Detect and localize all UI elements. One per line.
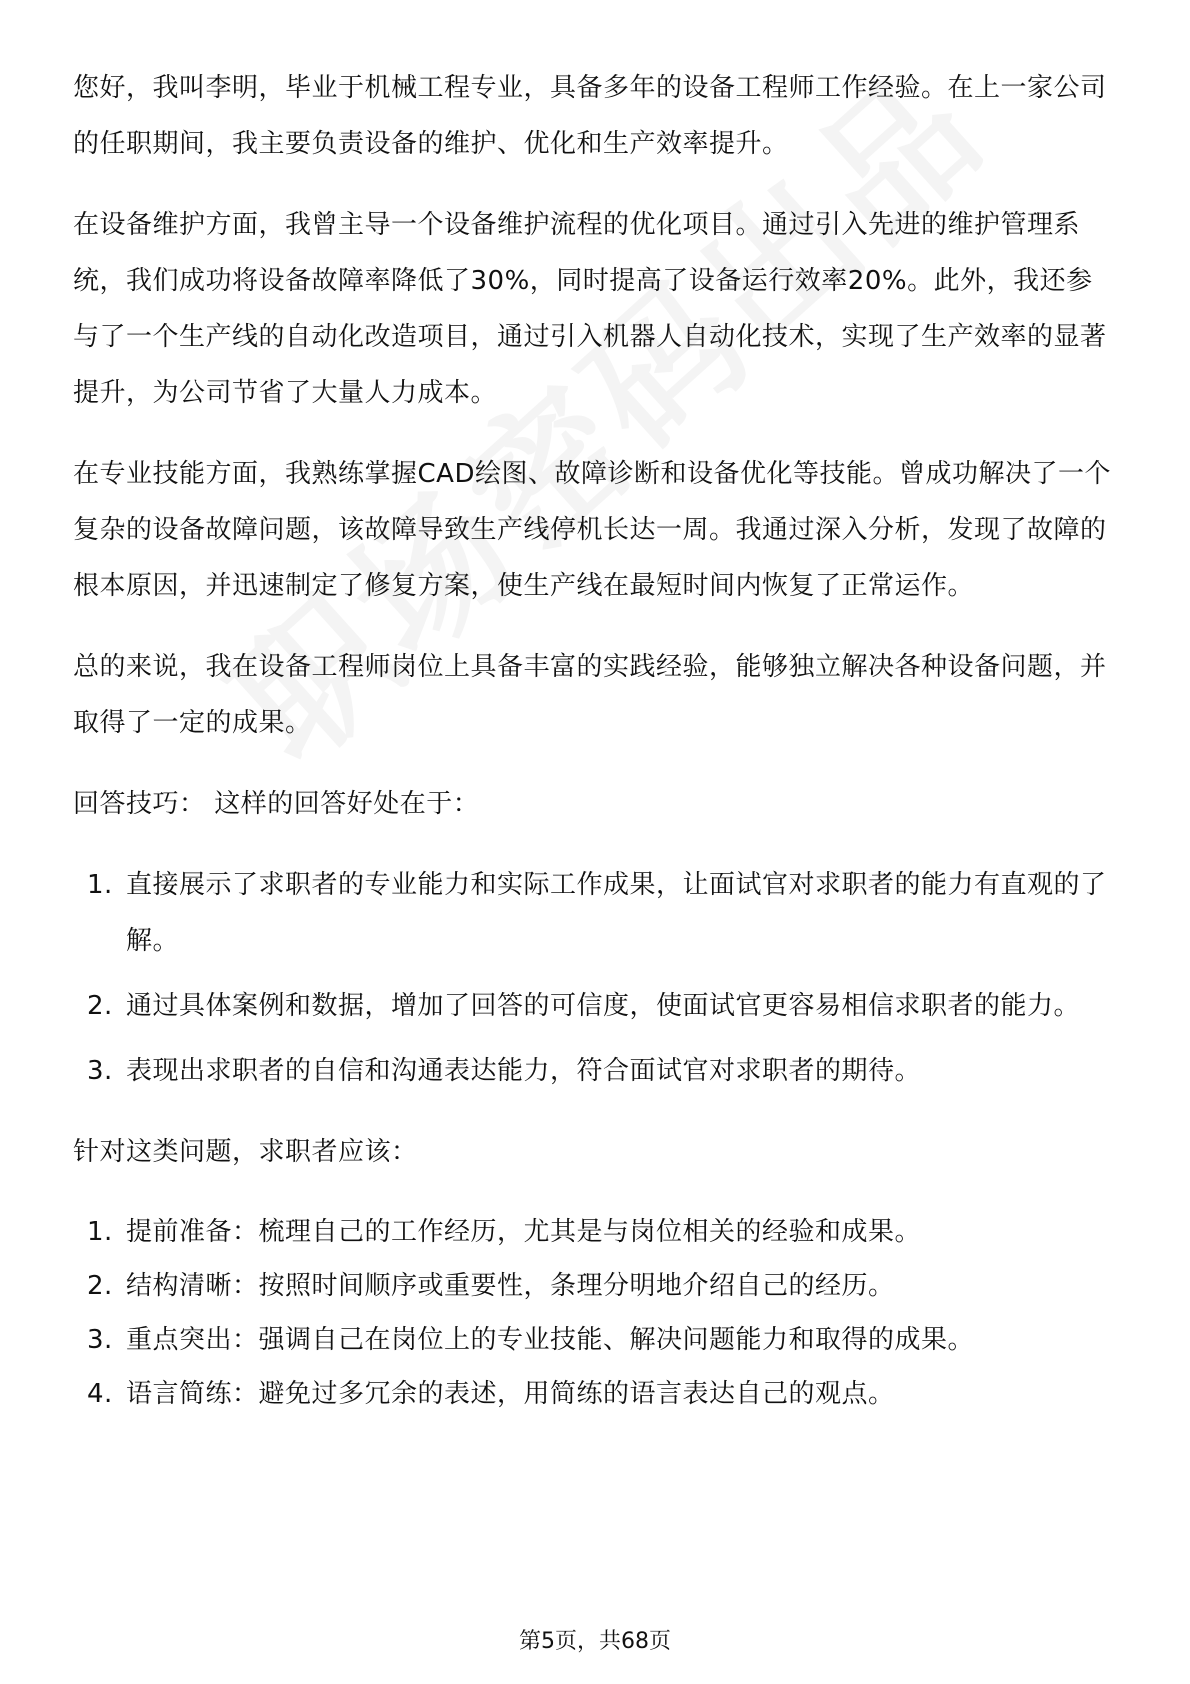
list-number: 3.	[87, 1325, 113, 1355]
list-item	[73, 1313, 1113, 1367]
list-text: 重点突出：强调自己在岗位上的专业技能、解决问题能力和取得的成果。	[126, 1325, 975, 1355]
list-text: 语言简练：避免过多冗余的表述，用简练的语言表达自己的观点。	[126, 1379, 895, 1409]
advice-list	[73, 1205, 1113, 1421]
paragraph-maintenance: 在设备维护方面，我曾主导一个设备维护流程的优化项目。通过引入先进的维护管理系统，我们成功将设备故障率降低了30%，同时提高了设备运行效率20%。此外，我还参与了一个生产线的自动化改造项目，通过引入机器人自动化技术，实现了生产效率的显著提升，为公司节省了大量人力成本。	[73, 210, 1107, 408]
list-number: 2.	[87, 1271, 113, 1301]
list-text: 通过具体案例和数据，增加了回答的可信度，使面试官更容易相信求职者的能力。	[126, 991, 1081, 1021]
list-text: 提前准备：梳理自己的工作经历，尤其是与岗位相关的经验和成果。	[126, 1217, 922, 1247]
document-page	[73, 60, 1113, 1421]
advice-heading: 针对这类问题，求职者应该：	[73, 1137, 418, 1167]
list-text: 表现出求职者的自信和沟通表达能力，符合面试官对求职者的期待。	[126, 1056, 922, 1086]
list-text: 直接展示了求职者的专业能力和实际工作成果，让面试官对求职者的能力有直观的了解。	[126, 870, 1107, 956]
paragraph-summary: 总的来说，我在设备工程师岗位上具备丰富的实践经验，能够独立解决各种设备问题，并取得了一定的成果。	[73, 652, 1107, 738]
list-number: 4.	[87, 1379, 113, 1409]
list-item	[73, 1043, 1113, 1099]
list-item	[73, 1205, 1113, 1259]
page-footer: 第5页，共68页	[519, 1629, 671, 1654]
list-text: 结构清晰：按照时间顺序或重要性，条理分明地介绍自己的经历。	[126, 1271, 895, 1301]
list-item	[73, 978, 1113, 1034]
tips-heading: 回答技巧： 这样的回答好处在于：	[73, 789, 480, 819]
list-item	[73, 857, 1113, 969]
list-item	[73, 1367, 1113, 1421]
paragraph-skills: 在专业技能方面，我熟练掌握CAD绘图、故障诊断和设备优化等技能。曾成功解决了一个复杂的设备故障问题，该故障导致生产线停机长达一周。我通过深入分析，发现了故障的根本原因，并迅速制定了修复方案，使生产线在最短时间内恢复了正常运作。	[73, 459, 1111, 601]
tips-list	[73, 857, 1113, 1099]
paragraph-intro: 您好，我叫李明，毕业于机械工程专业，具备多年的设备工程师工作经验。在上一家公司的任职期间，我主要负责设备的维护、优化和生产效率提升。	[73, 73, 1107, 159]
list-number: 1.	[87, 1217, 113, 1247]
list-number: 2.	[87, 991, 113, 1021]
list-item	[73, 1259, 1113, 1313]
list-number: 1.	[87, 870, 113, 900]
list-number: 3.	[87, 1056, 113, 1086]
